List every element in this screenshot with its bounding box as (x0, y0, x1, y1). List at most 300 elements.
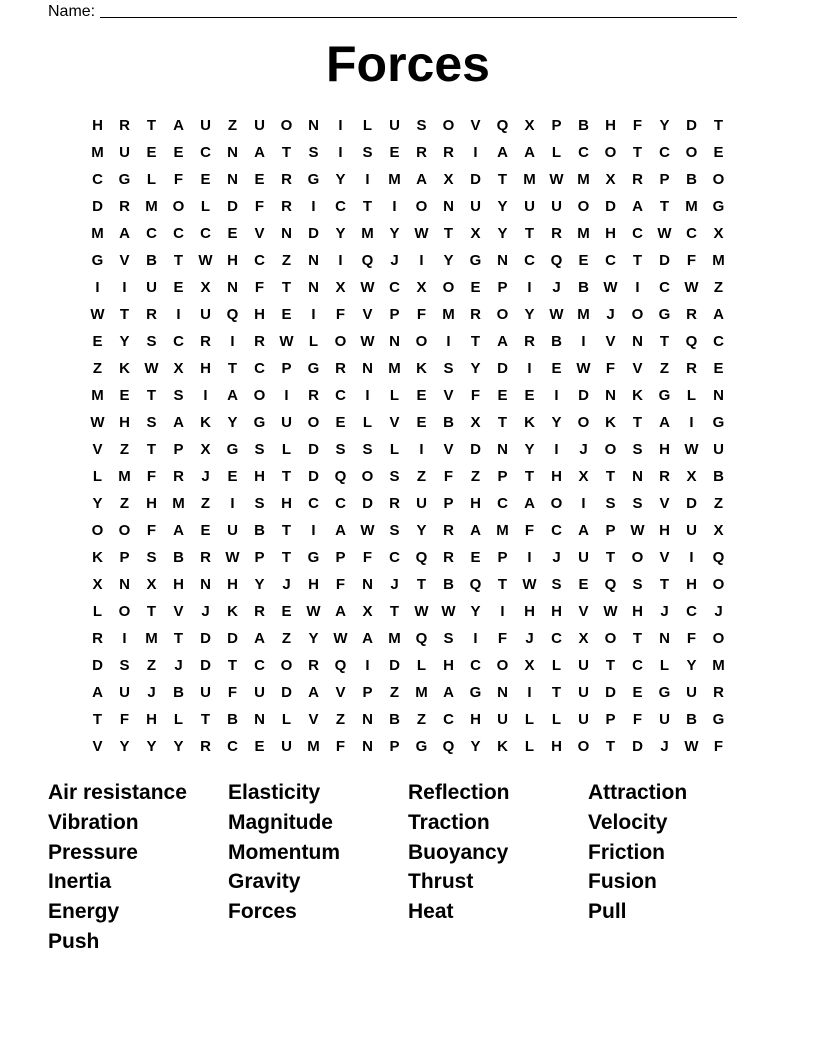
grid-letter[interactable]: G (712, 198, 725, 215)
grid-letter[interactable]: D (308, 225, 319, 242)
grid-letter[interactable]: Q (334, 468, 347, 485)
grid-letter[interactable]: L (659, 657, 670, 674)
grid-letter[interactable]: F (254, 279, 265, 296)
grid-letter[interactable]: A (254, 144, 265, 161)
grid-letter[interactable]: F (119, 711, 130, 728)
grid-letter[interactable]: N (254, 711, 265, 728)
grid-letter[interactable]: F (686, 630, 697, 647)
grid-letter[interactable]: Q (226, 306, 239, 323)
grid-letter[interactable]: N (308, 252, 319, 269)
grid-letter[interactable]: V (335, 684, 346, 701)
grid-letter[interactable]: P (389, 306, 400, 323)
grid-letter[interactable]: E (227, 225, 238, 242)
grid-letter[interactable]: G (469, 684, 482, 701)
grid-letter[interactable]: A (497, 144, 508, 161)
grid-letter[interactable]: V (470, 117, 481, 134)
grid-letter[interactable]: T (173, 252, 184, 269)
grid-letter[interactable]: C (254, 657, 265, 674)
grid-letter[interactable]: H (659, 522, 670, 539)
grid-letter[interactable]: E (551, 360, 562, 377)
grid-letter[interactable]: L (308, 333, 319, 350)
grid-letter[interactable]: T (470, 333, 481, 350)
grid-letter[interactable]: Z (416, 711, 427, 728)
grid-letter[interactable]: B (578, 117, 589, 134)
grid-letter[interactable]: Q (496, 117, 509, 134)
grid-letter[interactable]: T (146, 117, 157, 134)
grid-letter[interactable]: H (200, 360, 211, 377)
grid-letter[interactable]: I (527, 279, 532, 296)
grid-letter[interactable]: M (712, 657, 725, 674)
grid-letter[interactable]: I (230, 333, 235, 350)
grid-letter[interactable]: A (227, 387, 238, 404)
grid-letter[interactable]: R (200, 549, 211, 566)
grid-letter[interactable]: T (497, 171, 508, 188)
grid-letter[interactable]: I (338, 117, 343, 134)
grid-letter[interactable]: Z (713, 279, 724, 296)
grid-letter[interactable]: S (146, 333, 157, 350)
grid-letter[interactable]: I (527, 684, 532, 701)
grid-letter[interactable]: X (200, 441, 211, 458)
grid-letter[interactable]: D (497, 360, 508, 377)
grid-letter[interactable]: T (605, 468, 616, 485)
grid-letter[interactable]: N (632, 468, 643, 485)
grid-letter[interactable]: H (551, 738, 562, 755)
grid-letter[interactable]: O (577, 738, 590, 755)
grid-letter[interactable]: X (470, 414, 481, 431)
grid-letter[interactable]: S (173, 387, 184, 404)
grid-letter[interactable]: W (441, 603, 456, 620)
grid-letter[interactable]: R (308, 387, 319, 404)
grid-letter[interactable]: G (307, 549, 320, 566)
grid-letter[interactable]: W (414, 603, 429, 620)
grid-letter[interactable]: X (416, 279, 427, 296)
grid-letter[interactable]: L (524, 738, 535, 755)
grid-letter[interactable]: E (227, 468, 238, 485)
grid-letter[interactable]: H (254, 306, 265, 323)
grid-letter[interactable]: X (443, 171, 454, 188)
grid-letter[interactable]: H (308, 576, 319, 593)
grid-letter[interactable]: C (308, 495, 319, 512)
grid-letter[interactable]: H (470, 495, 481, 512)
grid-letter[interactable]: V (632, 360, 643, 377)
grid-letter[interactable]: S (335, 441, 346, 458)
grid-letter[interactable]: I (581, 495, 586, 512)
grid-letter[interactable]: B (389, 711, 400, 728)
grid-letter[interactable]: O (685, 144, 698, 161)
grid-letter[interactable]: C (335, 198, 346, 215)
grid-letter[interactable]: S (416, 117, 427, 134)
grid-letter[interactable]: R (146, 306, 157, 323)
grid-letter[interactable]: W (360, 522, 375, 539)
grid-letter[interactable]: D (92, 198, 103, 215)
grid-letter[interactable]: G (658, 306, 671, 323)
grid-letter[interactable]: T (227, 360, 238, 377)
grid-letter[interactable]: T (200, 711, 211, 728)
grid-letter[interactable]: O (577, 414, 590, 431)
grid-letter[interactable]: W (684, 738, 699, 755)
grid-letter[interactable]: S (632, 576, 643, 593)
grid-letter[interactable]: I (122, 630, 127, 647)
grid-letter[interactable]: Y (308, 630, 319, 647)
grid-letter[interactable]: S (389, 468, 400, 485)
grid-letter[interactable]: F (254, 198, 265, 215)
grid-letter[interactable]: K (632, 387, 643, 404)
grid-letter[interactable]: A (173, 522, 184, 539)
grid-letter[interactable]: E (497, 387, 508, 404)
grid-letter[interactable]: L (416, 657, 427, 674)
grid-letter[interactable]: Z (470, 468, 481, 485)
grid-letter[interactable]: Z (281, 252, 292, 269)
grid-letter[interactable]: P (119, 549, 130, 566)
grid-letter[interactable]: L (281, 711, 292, 728)
grid-letter[interactable]: T (362, 198, 373, 215)
grid-letter[interactable]: I (446, 333, 451, 350)
grid-letter[interactable]: N (605, 387, 616, 404)
grid-letter[interactable]: X (524, 117, 535, 134)
grid-letter[interactable]: K (92, 549, 103, 566)
grid-letter[interactable]: M (577, 225, 590, 242)
grid-letter[interactable]: H (524, 603, 535, 620)
grid-letter[interactable]: X (470, 225, 481, 242)
grid-letter[interactable]: J (579, 441, 588, 458)
grid-letter[interactable]: W (657, 225, 672, 242)
grid-letter[interactable]: D (470, 171, 481, 188)
grid-letter[interactable]: P (497, 279, 508, 296)
grid-letter[interactable]: T (632, 252, 643, 269)
grid-letter[interactable]: B (443, 576, 454, 593)
grid-letter[interactable]: M (91, 387, 104, 404)
grid-letter[interactable]: U (686, 684, 697, 701)
grid-letter[interactable]: I (500, 603, 505, 620)
grid-letter[interactable]: U (524, 198, 535, 215)
grid-letter[interactable]: U (254, 117, 265, 134)
grid-letter[interactable]: V (362, 306, 373, 323)
grid-letter[interactable]: L (524, 711, 535, 728)
grid-letter[interactable]: U (659, 711, 670, 728)
grid-letter[interactable]: R (281, 198, 292, 215)
grid-letter[interactable]: W (360, 279, 375, 296)
grid-letter[interactable]: K (227, 603, 238, 620)
grid-letter[interactable]: Y (551, 414, 562, 431)
grid-letter[interactable]: A (416, 171, 427, 188)
grid-letter[interactable]: M (415, 684, 428, 701)
grid-letter[interactable]: F (227, 684, 238, 701)
grid-letter[interactable]: I (527, 549, 532, 566)
grid-letter[interactable]: Z (281, 630, 292, 647)
grid-letter[interactable]: W (576, 360, 591, 377)
grid-letter[interactable]: T (443, 225, 454, 242)
grid-letter[interactable]: W (90, 306, 105, 323)
grid-letter[interactable]: Y (335, 171, 346, 188)
grid-letter[interactable]: H (443, 657, 454, 674)
grid-letter[interactable]: O (604, 441, 617, 458)
grid-letter[interactable]: U (686, 522, 697, 539)
grid-letter[interactable]: R (92, 630, 103, 647)
grid-letter[interactable]: J (147, 684, 156, 701)
grid-letter[interactable]: O (496, 306, 509, 323)
grid-letter[interactable]: D (200, 657, 211, 674)
grid-letter[interactable]: S (146, 549, 157, 566)
grid-letter[interactable]: N (308, 117, 319, 134)
grid-letter[interactable]: F (173, 171, 184, 188)
grid-letter[interactable]: R (659, 468, 670, 485)
grid-letter[interactable]: S (632, 495, 643, 512)
grid-letter[interactable]: C (686, 603, 697, 620)
grid-letter[interactable]: G (712, 711, 725, 728)
grid-letter[interactable]: O (604, 144, 617, 161)
grid-letter[interactable]: Z (227, 117, 238, 134)
grid-letter[interactable]: T (389, 603, 400, 620)
grid-letter[interactable]: M (523, 171, 536, 188)
grid-letter[interactable]: I (311, 198, 316, 215)
grid-letter[interactable]: Q (685, 333, 698, 350)
grid-letter[interactable]: T (605, 657, 616, 674)
grid-letter[interactable]: V (92, 738, 103, 755)
grid-letter[interactable]: I (365, 387, 370, 404)
grid-letter[interactable]: V (659, 549, 670, 566)
grid-letter[interactable]: K (605, 414, 616, 431)
grid-letter[interactable]: U (497, 711, 508, 728)
grid-letter[interactable]: F (146, 522, 157, 539)
grid-letter[interactable]: I (689, 414, 694, 431)
grid-letter[interactable]: E (470, 279, 481, 296)
grid-letter[interactable]: L (92, 603, 103, 620)
grid-letter[interactable]: R (119, 117, 130, 134)
grid-letter[interactable]: T (497, 414, 508, 431)
grid-letter[interactable]: T (605, 738, 616, 755)
grid-letter[interactable]: M (172, 495, 185, 512)
grid-letter[interactable]: T (497, 576, 508, 593)
grid-letter[interactable]: C (659, 279, 670, 296)
grid-letter[interactable]: U (227, 522, 238, 539)
grid-letter[interactable]: R (308, 657, 319, 674)
grid-letter[interactable]: U (200, 306, 211, 323)
grid-letter[interactable]: O (415, 198, 428, 215)
grid-letter[interactable]: O (307, 414, 320, 431)
grid-letter[interactable]: P (362, 684, 373, 701)
grid-letter[interactable]: C (173, 333, 184, 350)
grid-letter[interactable]: J (201, 468, 210, 485)
grid-letter[interactable]: A (659, 414, 670, 431)
grid-letter[interactable]: M (442, 306, 455, 323)
grid-letter[interactable]: T (551, 684, 562, 701)
grid-letter[interactable]: I (230, 495, 235, 512)
grid-letter[interactable]: E (254, 738, 265, 755)
grid-letter[interactable]: O (712, 630, 725, 647)
grid-letter[interactable]: O (253, 387, 266, 404)
grid-letter[interactable]: I (527, 360, 532, 377)
grid-letter[interactable]: R (173, 468, 184, 485)
grid-letter[interactable]: H (551, 468, 562, 485)
grid-letter[interactable]: H (227, 576, 238, 593)
grid-letter[interactable]: E (416, 414, 427, 431)
grid-letter[interactable]: F (497, 630, 508, 647)
grid-letter[interactable]: F (632, 711, 643, 728)
grid-letter[interactable]: C (578, 144, 589, 161)
grid-letter[interactable]: G (658, 684, 671, 701)
grid-letter[interactable]: D (227, 198, 238, 215)
grid-letter[interactable]: F (146, 468, 157, 485)
grid-letter[interactable]: N (497, 441, 508, 458)
grid-letter[interactable]: N (632, 333, 643, 350)
grid-letter[interactable]: L (200, 198, 211, 215)
grid-letter[interactable]: P (389, 738, 400, 755)
grid-letter[interactable]: C (389, 279, 400, 296)
grid-letter[interactable]: D (362, 495, 373, 512)
grid-letter[interactable]: V (92, 441, 103, 458)
grid-letter[interactable]: L (551, 657, 562, 674)
grid-letter[interactable]: M (145, 630, 158, 647)
grid-letter[interactable]: C (335, 495, 346, 512)
grid-letter[interactable]: O (604, 630, 617, 647)
grid-letter[interactable]: I (122, 279, 127, 296)
grid-letter[interactable]: W (684, 441, 699, 458)
grid-letter[interactable]: O (631, 549, 644, 566)
grid-letter[interactable]: Q (415, 630, 428, 647)
grid-letter[interactable]: D (92, 657, 103, 674)
grid-letter[interactable]: Q (469, 576, 482, 593)
grid-letter[interactable]: N (497, 684, 508, 701)
grid-letter[interactable]: O (280, 657, 293, 674)
grid-letter[interactable]: Y (470, 738, 481, 755)
grid-letter[interactable]: T (146, 603, 157, 620)
grid-letter[interactable]: C (173, 225, 184, 242)
grid-letter[interactable]: E (389, 144, 400, 161)
grid-letter[interactable]: N (227, 171, 238, 188)
grid-letter[interactable]: C (632, 657, 643, 674)
grid-letter[interactable]: D (578, 387, 589, 404)
grid-letter[interactable]: M (388, 360, 401, 377)
grid-letter[interactable]: O (442, 279, 455, 296)
grid-letter[interactable]: T (146, 387, 157, 404)
grid-letter[interactable]: Y (173, 738, 184, 755)
name-blank-line[interactable] (100, 17, 737, 18)
grid-letter[interactable]: N (497, 252, 508, 269)
grid-letter[interactable]: B (713, 468, 724, 485)
grid-letter[interactable]: I (581, 333, 586, 350)
grid-letter[interactable]: P (497, 468, 508, 485)
grid-letter[interactable]: H (92, 117, 103, 134)
grid-letter[interactable]: B (146, 252, 157, 269)
grid-letter[interactable]: I (284, 387, 289, 404)
grid-letter[interactable]: W (144, 360, 159, 377)
grid-letter[interactable]: W (279, 333, 294, 350)
grid-letter[interactable]: R (119, 198, 130, 215)
grid-letter[interactable]: S (254, 495, 265, 512)
grid-letter[interactable]: G (658, 387, 671, 404)
grid-letter[interactable]: O (361, 468, 374, 485)
grid-letter[interactable]: Y (92, 495, 103, 512)
grid-letter[interactable]: D (686, 117, 697, 134)
grid-letter[interactable]: Y (227, 414, 238, 431)
grid-letter[interactable]: Q (334, 657, 347, 674)
grid-letter[interactable]: S (443, 360, 454, 377)
grid-letter[interactable]: F (524, 522, 535, 539)
grid-letter[interactable]: H (146, 495, 157, 512)
grid-letter[interactable]: L (173, 711, 184, 728)
grid-letter[interactable]: I (95, 279, 100, 296)
grid-letter[interactable]: F (470, 387, 481, 404)
grid-letter[interactable]: O (91, 522, 104, 539)
grid-letter[interactable]: H (551, 603, 562, 620)
grid-letter[interactable]: U (281, 414, 292, 431)
grid-letter[interactable]: W (684, 279, 699, 296)
grid-letter[interactable]: K (497, 738, 508, 755)
grid-letter[interactable]: Y (389, 225, 400, 242)
grid-letter[interactable]: B (443, 414, 454, 431)
grid-letter[interactable]: I (365, 657, 370, 674)
grid-letter[interactable]: Y (416, 522, 427, 539)
grid-letter[interactable]: Z (659, 360, 670, 377)
grid-letter[interactable]: W (549, 306, 564, 323)
grid-letter[interactable]: R (200, 738, 211, 755)
grid-letter[interactable]: G (712, 414, 725, 431)
grid-letter[interactable]: B (254, 522, 265, 539)
grid-letter[interactable]: Y (335, 225, 346, 242)
grid-letter[interactable]: N (389, 333, 400, 350)
grid-letter[interactable]: J (660, 738, 669, 755)
grid-letter[interactable]: T (659, 198, 670, 215)
grid-letter[interactable]: K (119, 360, 130, 377)
grid-letter[interactable]: K (200, 414, 211, 431)
grid-letter[interactable]: R (713, 684, 724, 701)
grid-letter[interactable]: S (119, 657, 130, 674)
grid-letter[interactable]: Q (550, 252, 563, 269)
grid-letter[interactable]: I (311, 306, 316, 323)
grid-letter[interactable]: W (630, 522, 645, 539)
grid-letter[interactable]: F (686, 252, 697, 269)
grid-letter[interactable]: H (659, 441, 670, 458)
grid-letter[interactable]: Q (604, 576, 617, 593)
grid-letter[interactable]: Y (146, 738, 157, 755)
grid-letter[interactable]: G (91, 252, 104, 269)
grid-letter[interactable]: C (254, 360, 265, 377)
grid-letter[interactable]: I (419, 441, 424, 458)
grid-letter[interactable]: A (362, 630, 373, 647)
grid-letter[interactable]: O (118, 522, 131, 539)
grid-letter[interactable]: C (497, 495, 508, 512)
grid-letter[interactable]: I (554, 387, 559, 404)
grid-letter[interactable]: W (225, 549, 240, 566)
grid-letter[interactable]: I (392, 198, 397, 215)
grid-letter[interactable]: S (632, 441, 643, 458)
grid-letter[interactable]: V (578, 603, 589, 620)
grid-letter[interactable]: P (605, 522, 616, 539)
grid-letter[interactable]: E (146, 144, 157, 161)
grid-letter[interactable]: I (338, 252, 343, 269)
grid-letter[interactable]: O (280, 117, 293, 134)
grid-letter[interactable]: U (200, 117, 211, 134)
grid-letter[interactable]: M (712, 252, 725, 269)
grid-letter[interactable]: M (577, 171, 590, 188)
grid-letter[interactable]: E (470, 549, 481, 566)
grid-letter[interactable]: E (173, 279, 184, 296)
grid-letter[interactable]: M (91, 144, 104, 161)
grid-letter[interactable]: N (362, 360, 373, 377)
grid-letter[interactable]: F (632, 117, 643, 134)
grid-letter[interactable]: I (689, 549, 694, 566)
grid-letter[interactable]: Q (415, 549, 428, 566)
grid-letter[interactable]: R (416, 144, 427, 161)
grid-letter[interactable]: J (606, 306, 615, 323)
grid-letter[interactable]: R (335, 360, 346, 377)
grid-letter[interactable]: N (362, 711, 373, 728)
grid-letter[interactable]: N (227, 144, 238, 161)
grid-letter[interactable]: P (254, 549, 265, 566)
grid-letter[interactable]: Z (119, 441, 130, 458)
grid-letter[interactable]: J (552, 549, 561, 566)
grid-letter[interactable]: G (253, 414, 266, 431)
